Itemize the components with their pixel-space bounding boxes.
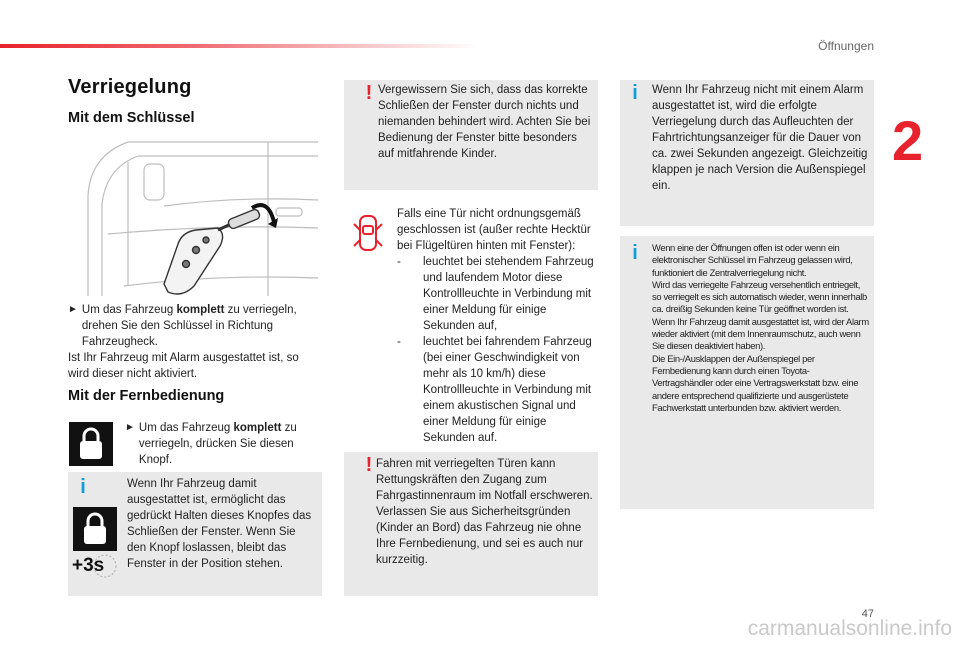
header-accent-bar (0, 44, 480, 48)
key-instructions (68, 302, 322, 382)
list-item (397, 334, 597, 446)
lock-icon (69, 422, 113, 466)
timer-icon (72, 553, 122, 579)
warning-text: Vergewissern Sie sich, dass das korrekte Schließen der Fenster durch nichts und niemanden behindert wird. Achten Sie bei Bedienung der Fenster bitte besonders auf mitfahrende Kinder. (378, 84, 591, 160)
door-open-section (397, 206, 597, 446)
key-illustration (68, 136, 322, 298)
warning-icon: ! (365, 454, 373, 476)
info-text: Wenn Ihr Fahrzeug damit ausgestattet ist, ermöglicht das gedrückt Halten dieses Knopfes das Schließen der Fenster. Wenn Sie den Knopf loslassen, bleibt das Fenster in der Position stehen. (127, 478, 312, 570)
info-icon: i (80, 476, 86, 498)
text-run: Um das Fahrzeug (81, 304, 177, 316)
list-text: leuchtet bei stehendem Fahrzeug und laufendem Motor diese Kontrollleuchte in Verbindung mit einer Meldung für einige Sekunden auf, (423, 256, 594, 332)
page-number: 47 (861, 608, 874, 620)
info-text: Wenn eine der Öffnungen offen ist oder wenn ein elektronischer Schlüssel im Fahrzeug gelassen wird, funktioniert die Zentralverriegelung nicht. Wird das verriegelte Fahrzeug versehentlich entriegelt, so verriegelt es sich automatisch wieder, wenn innerhalb ca. dreißig Sekunden keine Tür geöffnet worden ist. Wenn Ihr Fahrzeug damit ausgestattet ist, wird der Alarm wieder aktiviert (mit dem Innenraumschutz, auch wenn Sie diesen deaktiviert haben). Die Ein-/Ausklappen der Außenspiegel per Fernbedienung kann durch einen Toyota-Vertragshändler oder eine Vertragswerkstatt bzw. eine andere entsprechend qualifizierte und ausgerüstete Fachwerkstatt unterbunden bzw. aktiviert werden. (652, 242, 869, 413)
watermark: carmanualsonline.info (747, 617, 952, 640)
info-box-window-close (68, 472, 322, 596)
text-run: zu verriegeln, drücken Sie diesen Knopf. (138, 422, 297, 466)
warning-box-windows (344, 80, 598, 190)
alarm-note: Ist Ihr Fahrzeug mit Alarm ausgestattet ist, so wird dieser nicht aktiviert. (68, 352, 299, 380)
warning-icon: ! (365, 82, 373, 104)
info-box-turn-signals (620, 80, 874, 226)
warning-text: Fahren mit verriegelten Türen kann Rettungskräften den Zugang zum Fahrgastinnenraum im Notfall erschweren. Verlassen Sie aus Sicherheitsgründen (Kinder an Bord) das Fahrzeug nie ohne Ihre Fernbedienung, und sei es auch nur kurzzeitig. (376, 458, 593, 566)
chapter-number: 2 (892, 109, 924, 172)
list-dash: - (397, 336, 401, 348)
text-run: Um das Fahrzeug (138, 422, 234, 434)
section-title: Öffnungen (818, 39, 874, 53)
lock-icon (73, 507, 117, 551)
list-item (397, 254, 597, 334)
warning-box-locked-doors (344, 452, 598, 596)
info-text: Wenn Ihr Fahrzeug nicht mit einem Alarm ausgestattet ist, wird die erfolgte Verriegelung durch das Aufleuchten der Fahrtrichtungsanzeiger für die Dauer von ca. zwei Sekunden angezeigt. Gleichzeitig klappen je nach Version die Außenspiegel ein. (652, 84, 868, 192)
list-dash: - (397, 256, 401, 268)
remote-heading: Mit der Fernbedienung (68, 388, 225, 404)
bullet-icon: ► (125, 422, 135, 433)
remote-instruction (125, 420, 320, 468)
info-box-central-locking (620, 236, 874, 509)
info-icon: i (632, 82, 638, 104)
emphasis-text: komplett (176, 304, 225, 316)
emphasis-text: komplett (233, 422, 282, 434)
timer-label: +3s (72, 555, 105, 576)
door-warning-icon (352, 212, 384, 256)
door-intro: Falls eine Tür nicht ordnungsgemäß geschlossen ist (außer rechte Hecktür bei Flügeltüren hinten mit Fenster): (397, 208, 591, 252)
key-heading: Mit dem Schlüssel (68, 110, 195, 126)
page-title: Verriegelung (68, 76, 192, 98)
bullet-icon: ► (68, 304, 78, 315)
info-icon: i (632, 242, 638, 264)
list-text: leuchtet bei fahrendem Fahrzeug (bei einer Geschwindigkeit von mehr als 10 km/h) diese Kontrollleuchte in Verbindung mit einem akustischen Signal und einer Meldung für einige Sekunden auf. (423, 336, 592, 444)
text-run: zu verriegeln, drehen Sie den Schlüssel in Richtung Fahrzeugheck. (81, 304, 297, 348)
key-bullet-paragraph (68, 302, 322, 350)
